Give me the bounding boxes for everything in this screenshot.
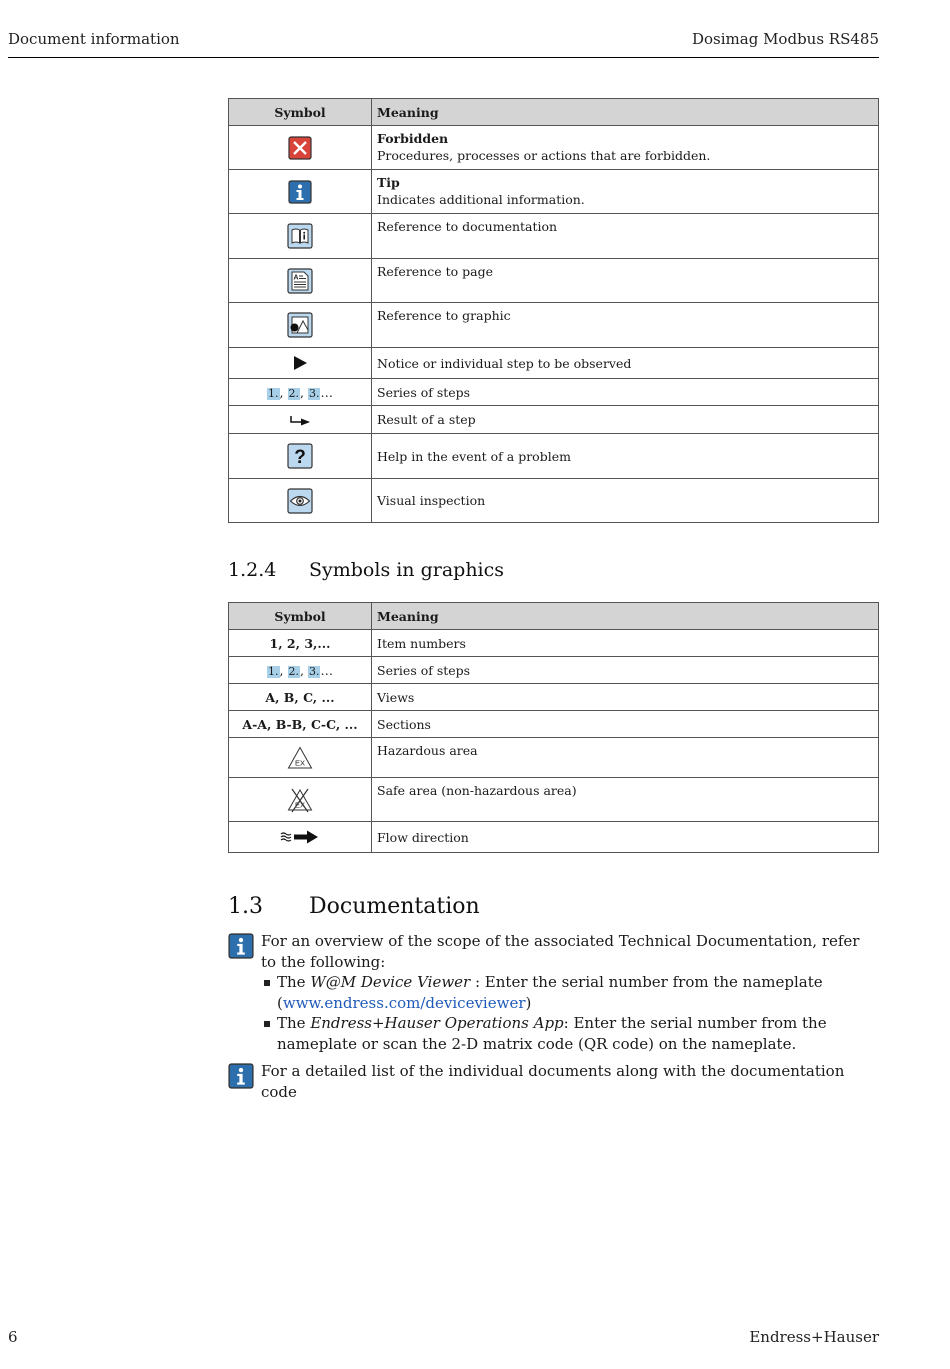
svg-text:?: ? bbox=[294, 447, 306, 468]
graphic-reference-icon bbox=[287, 312, 313, 338]
row-description: Help in the event of a problem bbox=[372, 434, 879, 479]
table-row bbox=[229, 434, 879, 479]
table-row bbox=[229, 214, 879, 259]
hazardous-area-icon bbox=[287, 746, 313, 770]
table-row bbox=[229, 126, 879, 170]
svg-text:EX: EX bbox=[294, 800, 306, 809]
table-header-row bbox=[229, 603, 879, 630]
column-header-symbol: Symbol bbox=[229, 603, 372, 630]
row-symbol: A-A, B-B, C-C, ... bbox=[229, 711, 372, 738]
row-description: Result of a step bbox=[372, 406, 879, 434]
row-description: Views bbox=[372, 684, 879, 711]
device-viewer-name: W@M Device Viewer bbox=[310, 973, 471, 991]
row-symbol: 1, 2, 3,... bbox=[229, 630, 372, 657]
table-row bbox=[229, 822, 879, 853]
result-arrow-icon bbox=[289, 415, 311, 427]
step-arrow-icon bbox=[292, 355, 308, 371]
row-description: Visual inspection bbox=[372, 479, 879, 523]
page-reference-icon bbox=[287, 268, 313, 294]
header-divider bbox=[8, 57, 879, 58]
device-viewer-link[interactable]: www.endress.com/deviceviewer bbox=[282, 993, 526, 1012]
table-row bbox=[229, 348, 879, 379]
row-description: Series of steps bbox=[372, 379, 879, 406]
symbols-table bbox=[228, 98, 879, 523]
step-badge: 3. bbox=[308, 386, 320, 400]
tip-icon bbox=[288, 180, 312, 204]
row-description: Safe area (non-hazardous area) bbox=[372, 778, 879, 822]
step-badge: 1. bbox=[268, 664, 279, 678]
table-row bbox=[229, 738, 879, 778]
row-description: Sections bbox=[372, 711, 879, 738]
table-row bbox=[229, 684, 879, 711]
table-row bbox=[229, 303, 879, 348]
row-description: Item numbers bbox=[372, 630, 879, 657]
table-row bbox=[229, 170, 879, 214]
svg-text:EX: EX bbox=[294, 758, 306, 767]
column-header-meaning: Meaning bbox=[372, 99, 879, 126]
series-steps-symbol: 1., 2., 3.… bbox=[229, 657, 372, 684]
section-title: Symbols in graphics bbox=[309, 559, 505, 581]
svg-text:A: A bbox=[293, 274, 299, 281]
eye-icon bbox=[287, 488, 313, 514]
row-description: Series of steps bbox=[372, 657, 879, 684]
table-header-row bbox=[229, 99, 879, 126]
flow-direction-icon bbox=[280, 829, 320, 845]
section-title: Documentation bbox=[309, 894, 480, 919]
step-badge: 1. bbox=[268, 386, 279, 400]
info-icon bbox=[228, 933, 254, 959]
column-header-meaning: Meaning bbox=[372, 603, 879, 630]
documentation-list-note bbox=[228, 1061, 879, 1102]
row-description: Reference to graphic bbox=[372, 303, 879, 348]
step-badge: 3. bbox=[308, 664, 320, 678]
row-description: Reference to documentation bbox=[372, 214, 879, 259]
list-item: The Endress+Hauser Operations App: Enter the serial number from the nameplate or scan the 2-D matrix code (QR code) on the nameplate. bbox=[261, 1013, 879, 1054]
documentation-reference-icon bbox=[287, 223, 313, 249]
page-number: 6 bbox=[8, 1328, 18, 1346]
table-row bbox=[229, 657, 879, 684]
row-description: Notice or individual step to be observed bbox=[372, 348, 879, 379]
help-icon bbox=[287, 443, 313, 469]
table-row bbox=[229, 479, 879, 523]
step-badge: 2. bbox=[288, 664, 299, 678]
table-row bbox=[229, 406, 879, 434]
section-heading-documentation bbox=[228, 894, 480, 919]
graphic-symbols-table bbox=[228, 602, 879, 853]
row-description: Procedures, processes or actions that are forbidden. bbox=[377, 148, 711, 163]
column-header-symbol: Symbol bbox=[229, 99, 372, 126]
list-item: The W@M Device Viewer : Enter the serial number from the nameplate (www.endress.com/deviceviewer) bbox=[261, 972, 879, 1013]
section-heading-symbols-in-graphics bbox=[228, 559, 504, 581]
documentation-note bbox=[228, 931, 879, 1054]
row-description: Flow direction bbox=[372, 822, 879, 853]
row-description: Hazardous area bbox=[372, 738, 879, 778]
safe-area-icon bbox=[287, 787, 313, 813]
series-steps-symbol: 1., 2., 3.… bbox=[229, 379, 372, 406]
row-description: Reference to page bbox=[372, 259, 879, 303]
operations-app-name: Endress+Hauser Operations App bbox=[310, 1014, 564, 1032]
row-title: Tip bbox=[377, 175, 400, 190]
header-product-name: Dosimag Modbus RS485 bbox=[691, 30, 879, 48]
table-row bbox=[229, 711, 879, 738]
header-section-title: Document information bbox=[8, 30, 180, 48]
note-intro: For an overview of the scope of the associated Technical Documentation, refer to the following: bbox=[261, 932, 860, 971]
row-title: Forbidden bbox=[377, 131, 449, 146]
table-row bbox=[229, 630, 879, 657]
section-number: 1.3 bbox=[228, 894, 263, 919]
table-row bbox=[229, 259, 879, 303]
section-number: 1.2.4 bbox=[228, 559, 277, 581]
note-list bbox=[261, 972, 879, 1054]
step-badge: 2. bbox=[288, 386, 299, 400]
row-symbol: A, B, C, ... bbox=[229, 684, 372, 711]
row-description: Indicates additional information. bbox=[377, 192, 585, 207]
table-row bbox=[229, 778, 879, 822]
forbidden-icon bbox=[288, 136, 312, 160]
table-row bbox=[229, 379, 879, 406]
footer-brand: Endress+Hauser bbox=[749, 1328, 879, 1346]
info-icon bbox=[228, 1063, 254, 1089]
note-text: For a detailed list of the individual documents along with the documentation code bbox=[261, 1062, 845, 1101]
